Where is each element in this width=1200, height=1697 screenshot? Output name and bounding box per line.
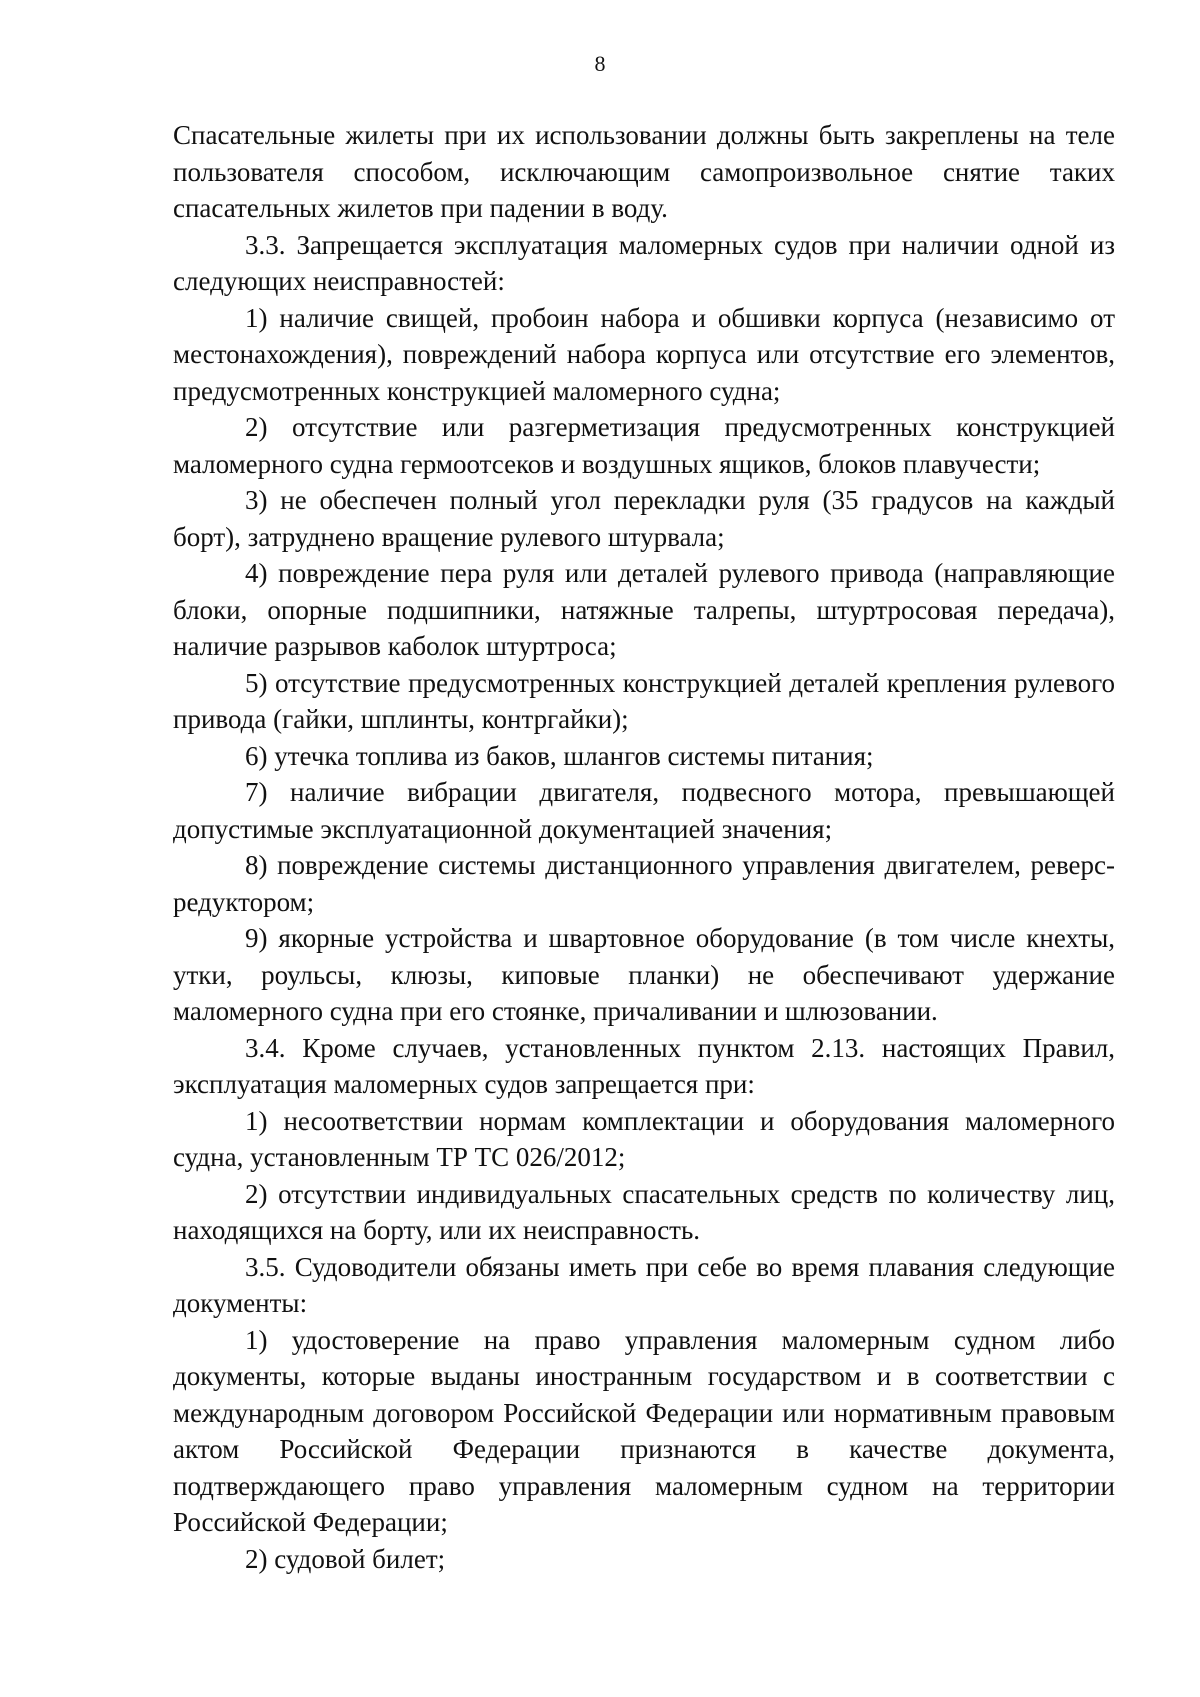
list-item-3-5-2: 2) судовой билет; [245, 1543, 446, 1574]
paragraph-3-5: 3.5. Судоводители обязаны иметь при себе во время плавания следующие документы: [173, 1251, 1115, 1318]
list-item-3-3-8: 8) повреждение системы дистанционного управления двигателем, реверс-редуктором; [173, 850, 1115, 917]
list-item-3-3-9: 9) якорные устройства и швартовное оборудование (в том числе кнехты, утки, роульсы, клюзы, киповые планки) не обеспечивают удержание маломерного судна при его стоянке, причаливании и шлюзовании. [173, 923, 1115, 1026]
paragraph-life-jackets: Спасательные жилеты при их использовании должны быть закреплены на теле пользователя способом, исключающим самопроизвольное снятие таких спасательных жилетов при падении в воду. [173, 120, 1115, 223]
list-item-3-3-4: 4) повреждение пера руля или деталей рулевого привода (направляющие блоки, опорные подшипники, натяжные талрепы, штуртросовая передача), наличие разрывов каболок штуртроса; [173, 558, 1115, 661]
list-item-3-5-1: 1) удостоверение на право управления маломерным судном либо документы, которые выданы иностранным государством и в соответствии с международным договором Российской Федерации или нормативным правовым актом Российской Федерации признаются в качестве документа, подтверждающего право управления маломерным судном на территории Российской Федерации; [173, 1324, 1115, 1537]
document-body [173, 117, 1115, 1577]
list-item-3-3-5: 5) отсутствие предусмотренных конструкцией деталей крепления рулевого привода (гайки, шплинты, контргайки); [173, 667, 1115, 734]
list-item-3-3-7: 7) наличие вибрации двигателя, подвесного мотора, превышающей допустимые эксплуатационной документацией значения; [173, 777, 1115, 844]
paragraph-3-4: 3.4. Кроме случаев, установленных пунктом 2.13. настоящих Правил, эксплуатация маломерных судов запрещается при: [173, 1032, 1115, 1099]
paragraph-3-3: 3.3. Запрещается эксплуатация маломерных судов при наличии одной из следующих неисправностей: [173, 229, 1115, 296]
list-item-3-3-3: 3) не обеспечен полный угол перекладки руля (35 градусов на каждый борт), затруднено вращение рулевого штурвала; [173, 485, 1115, 552]
page-number: 8 [594, 51, 606, 76]
list-item-3-4-2: 2) отсутствии индивидуальных спасательных средств по количеству лиц, находящихся на борту, или их неисправность. [173, 1178, 1115, 1245]
list-item-3-3-1: 1) наличие свищей, пробоин набора и обшивки корпуса (независимо от местонахождения), повреждений набора корпуса или отсутствие его элементов, предусмотренных конструкцией маломерного судна; [173, 302, 1115, 406]
list-item-3-3-6: 6) утечка топлива из баков, шлангов системы питания; [245, 740, 874, 771]
list-item-3-4-1: 1) несоответствии нормам комплектации и оборудования маломерного судна, установленным ТР ТС 026/2012; [173, 1105, 1115, 1172]
list-item-3-3-2: 2) отсутствие или разгерметизация предусмотренных конструкцией маломерного судна гермоотсеков и воздушных ящиков, блоков плавучести; [173, 412, 1115, 479]
